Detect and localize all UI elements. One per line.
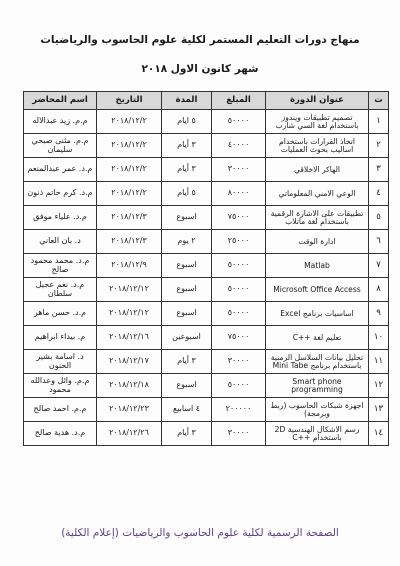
cell-duration: اسبوع [162, 374, 212, 398]
cell-course-title: اتخاذ القرارات باستخدام اساليب بحوث العمليات [266, 134, 369, 158]
table-row [24, 134, 389, 158]
cell-duration: اسبوع [162, 254, 212, 278]
cell-duration: ٣ أيام [162, 158, 212, 182]
cell-number: ١٣ [369, 398, 389, 422]
table-row [24, 302, 389, 326]
cell-lecturer: م.د. محمد محمود صالح [24, 254, 97, 278]
cell-duration: ٥ أيام [162, 182, 212, 206]
cell-course-title: رسم الاشكال الهندسية 2D باستخدام ++C [266, 422, 369, 446]
cell-date: ٢٠١٨/١٢/١٨ [97, 374, 162, 398]
cell-number: ٩ [369, 302, 389, 326]
cell-course-title: تصميم تطبيقات ويندوز باستخدام لغة السي شارب [266, 110, 369, 134]
cell-number: ١٠ [369, 326, 389, 350]
column-header-date: التاريخ [97, 92, 162, 110]
table-row [24, 254, 389, 278]
table-row [24, 374, 389, 398]
cell-date: ٢٠١٨/١٢/٣ [97, 206, 162, 230]
cell-amount: ٧٥٠٠٠ [212, 326, 266, 350]
cell-date: ٢٠١٨/١٢/١٧ [97, 350, 162, 374]
document-title: منهاج دورات التعليم المستمر لكلية علوم الحاسوب والرياضيات [40, 34, 360, 46]
cell-course-title: Microsoft Office Access [266, 278, 369, 302]
cell-amount: ٣٠٠٠٠ [212, 350, 266, 374]
cell-number: ٦ [369, 230, 389, 254]
column-header-course: عنوان الدورة [266, 92, 369, 110]
cell-number: ٢ [369, 134, 389, 158]
cell-date: ٢٠١٨/١٢/٢٦ [97, 422, 162, 446]
course-schedule-table [23, 91, 389, 446]
cell-lecturer: م.م. احمد صالح [24, 398, 97, 422]
cell-number: ١٤ [369, 422, 389, 446]
cell-course-title: ادارة الوقت [266, 230, 369, 254]
cell-amount: ٨٠٠٠٠ [212, 182, 266, 206]
cell-duration: اسبوع [162, 302, 212, 326]
cell-lecturer: م.د. علياء موفق [24, 206, 97, 230]
cell-course-title: تطبيقات على الاشارة الرقمية باستخدام لغة ماتلاب [266, 206, 369, 230]
cell-date: ٢٠١٨/١٢/٢ [97, 110, 162, 134]
column-header-lecturer: اسم المحاضر [24, 92, 97, 110]
table-row [24, 158, 389, 182]
cell-amount: ٥٠٠٠٠ [212, 110, 266, 134]
cell-amount: ٤٠٠٠٠ [212, 134, 266, 158]
column-header-number: ت [369, 92, 389, 110]
table-row [24, 350, 389, 374]
cell-date: ٢٠١٨/١٢/٢ [97, 158, 162, 182]
cell-duration: اسبوعين [162, 326, 212, 350]
cell-lecturer: م.م. وائل وعدالله محمود [24, 374, 97, 398]
table-row [24, 110, 389, 134]
cell-course-title: الوعي الامني المعلوماتي [266, 182, 369, 206]
document-subtitle: شهر كانون الاول ٢٠١٨ [141, 63, 259, 75]
table-row [24, 326, 389, 350]
cell-number: ١ [369, 110, 389, 134]
cell-lecturer: م.د. عمر عبدالمنعم [24, 158, 97, 182]
cell-date: ٢٠١٨/١٢/١٦ [97, 326, 162, 350]
cell-amount: ٢٥٠٠٠ [212, 230, 266, 254]
cell-number: ٧ [369, 254, 389, 278]
cell-amount: ٣٠٠٠٠ [212, 158, 266, 182]
cell-date: ٢٠١٨/١٢/٩ [97, 254, 162, 278]
cell-duration: ٤ اسابيع [162, 398, 212, 422]
cell-lecturer: م.م. زيد عبدالاله [24, 110, 97, 134]
cell-duration: اسبوع [162, 278, 212, 302]
cell-course-title: تعليم لغة ++C [266, 326, 369, 350]
cell-date: ٢٠١٨/١٢/١٢ [97, 302, 162, 326]
cell-course-title: Matlab [266, 254, 369, 278]
table-row [24, 230, 389, 254]
cell-lecturer: م.د. حسن ماهر [24, 302, 97, 326]
table-body [24, 110, 389, 446]
table-row [24, 206, 389, 230]
cell-number: ٥ [369, 206, 389, 230]
cell-number: ١٢ [369, 374, 389, 398]
column-header-amount: المبلغ [212, 92, 266, 110]
table-header-row [24, 92, 389, 110]
cell-amount: ٥٠٠٠٠ [212, 302, 266, 326]
table-row [24, 182, 389, 206]
cell-number: ٣ [369, 158, 389, 182]
cell-duration: ٢ يوم [162, 230, 212, 254]
cell-amount: ٢٠٠٠٠٠ [212, 398, 266, 422]
cell-course-title: الهاكر الاخلاقي [266, 158, 369, 182]
cell-course-title: اجهزة شبكات الحاسوب (ربط وبرمجة) [266, 398, 369, 422]
cell-duration: ٥ ايام [162, 110, 212, 134]
cell-lecturer: م. بيداء ابراهيم [24, 326, 97, 350]
cell-date: ٢٠١٨/١٢/٢ [97, 182, 162, 206]
cell-course-title: اساسيات برنامج Excel [266, 302, 369, 326]
cell-date: ٢٠١٨/١٢/١٢ [97, 278, 162, 302]
table-row [24, 398, 389, 422]
cell-duration: ٣ أيام [162, 134, 212, 158]
cell-amount: ٣٠٠٠٠ [212, 422, 266, 446]
cell-lecturer: م.د. هدية صالح [24, 422, 97, 446]
cell-date: ٢٠١٨/١٢/٢ [97, 134, 162, 158]
cell-amount: ٥٠٠٠٠ [212, 374, 266, 398]
cell-amount: ٥٠٠٠٠ [212, 254, 266, 278]
cell-number: ١١ [369, 350, 389, 374]
footer-caption: الصفحة الرسمية لكلية علوم الحاسوب والرياضيات (إعلام الكلية) [61, 527, 339, 539]
cell-lecturer: م.د. كرم حاتم ذنون [24, 182, 97, 206]
table-row [24, 278, 389, 302]
table-row [24, 422, 389, 446]
cell-date: ٢٠١٨/١٢/٣ [97, 230, 162, 254]
cell-number: ٤ [369, 182, 389, 206]
cell-lecturer: م.د. نغم عجيل سلطان [24, 278, 97, 302]
cell-lecturer: د. اسامة بشير الحنون [24, 350, 97, 374]
cell-course-title: تحليل بيانات السلاسل الزمنية باستخدام برنامج Mini Tabe [266, 350, 369, 374]
cell-duration: اسبوع [162, 206, 212, 230]
column-header-duration: المدة [162, 92, 212, 110]
cell-date: ٢٠١٨/١٢/٢٣ [97, 398, 162, 422]
cell-duration: ٣ أيام [162, 350, 212, 374]
cell-lecturer: م.م. مثنى صبحي سليمان [24, 134, 97, 158]
cell-duration: ٣ أيام [162, 422, 212, 446]
cell-amount: ٥٠٠٠٠ [212, 278, 266, 302]
cell-lecturer: د. بان العاني [24, 230, 97, 254]
cell-amount: ٧٥٠٠٠ [212, 206, 266, 230]
cell-course-title: Smart phone programming [266, 374, 369, 398]
cell-number: ٨ [369, 278, 389, 302]
